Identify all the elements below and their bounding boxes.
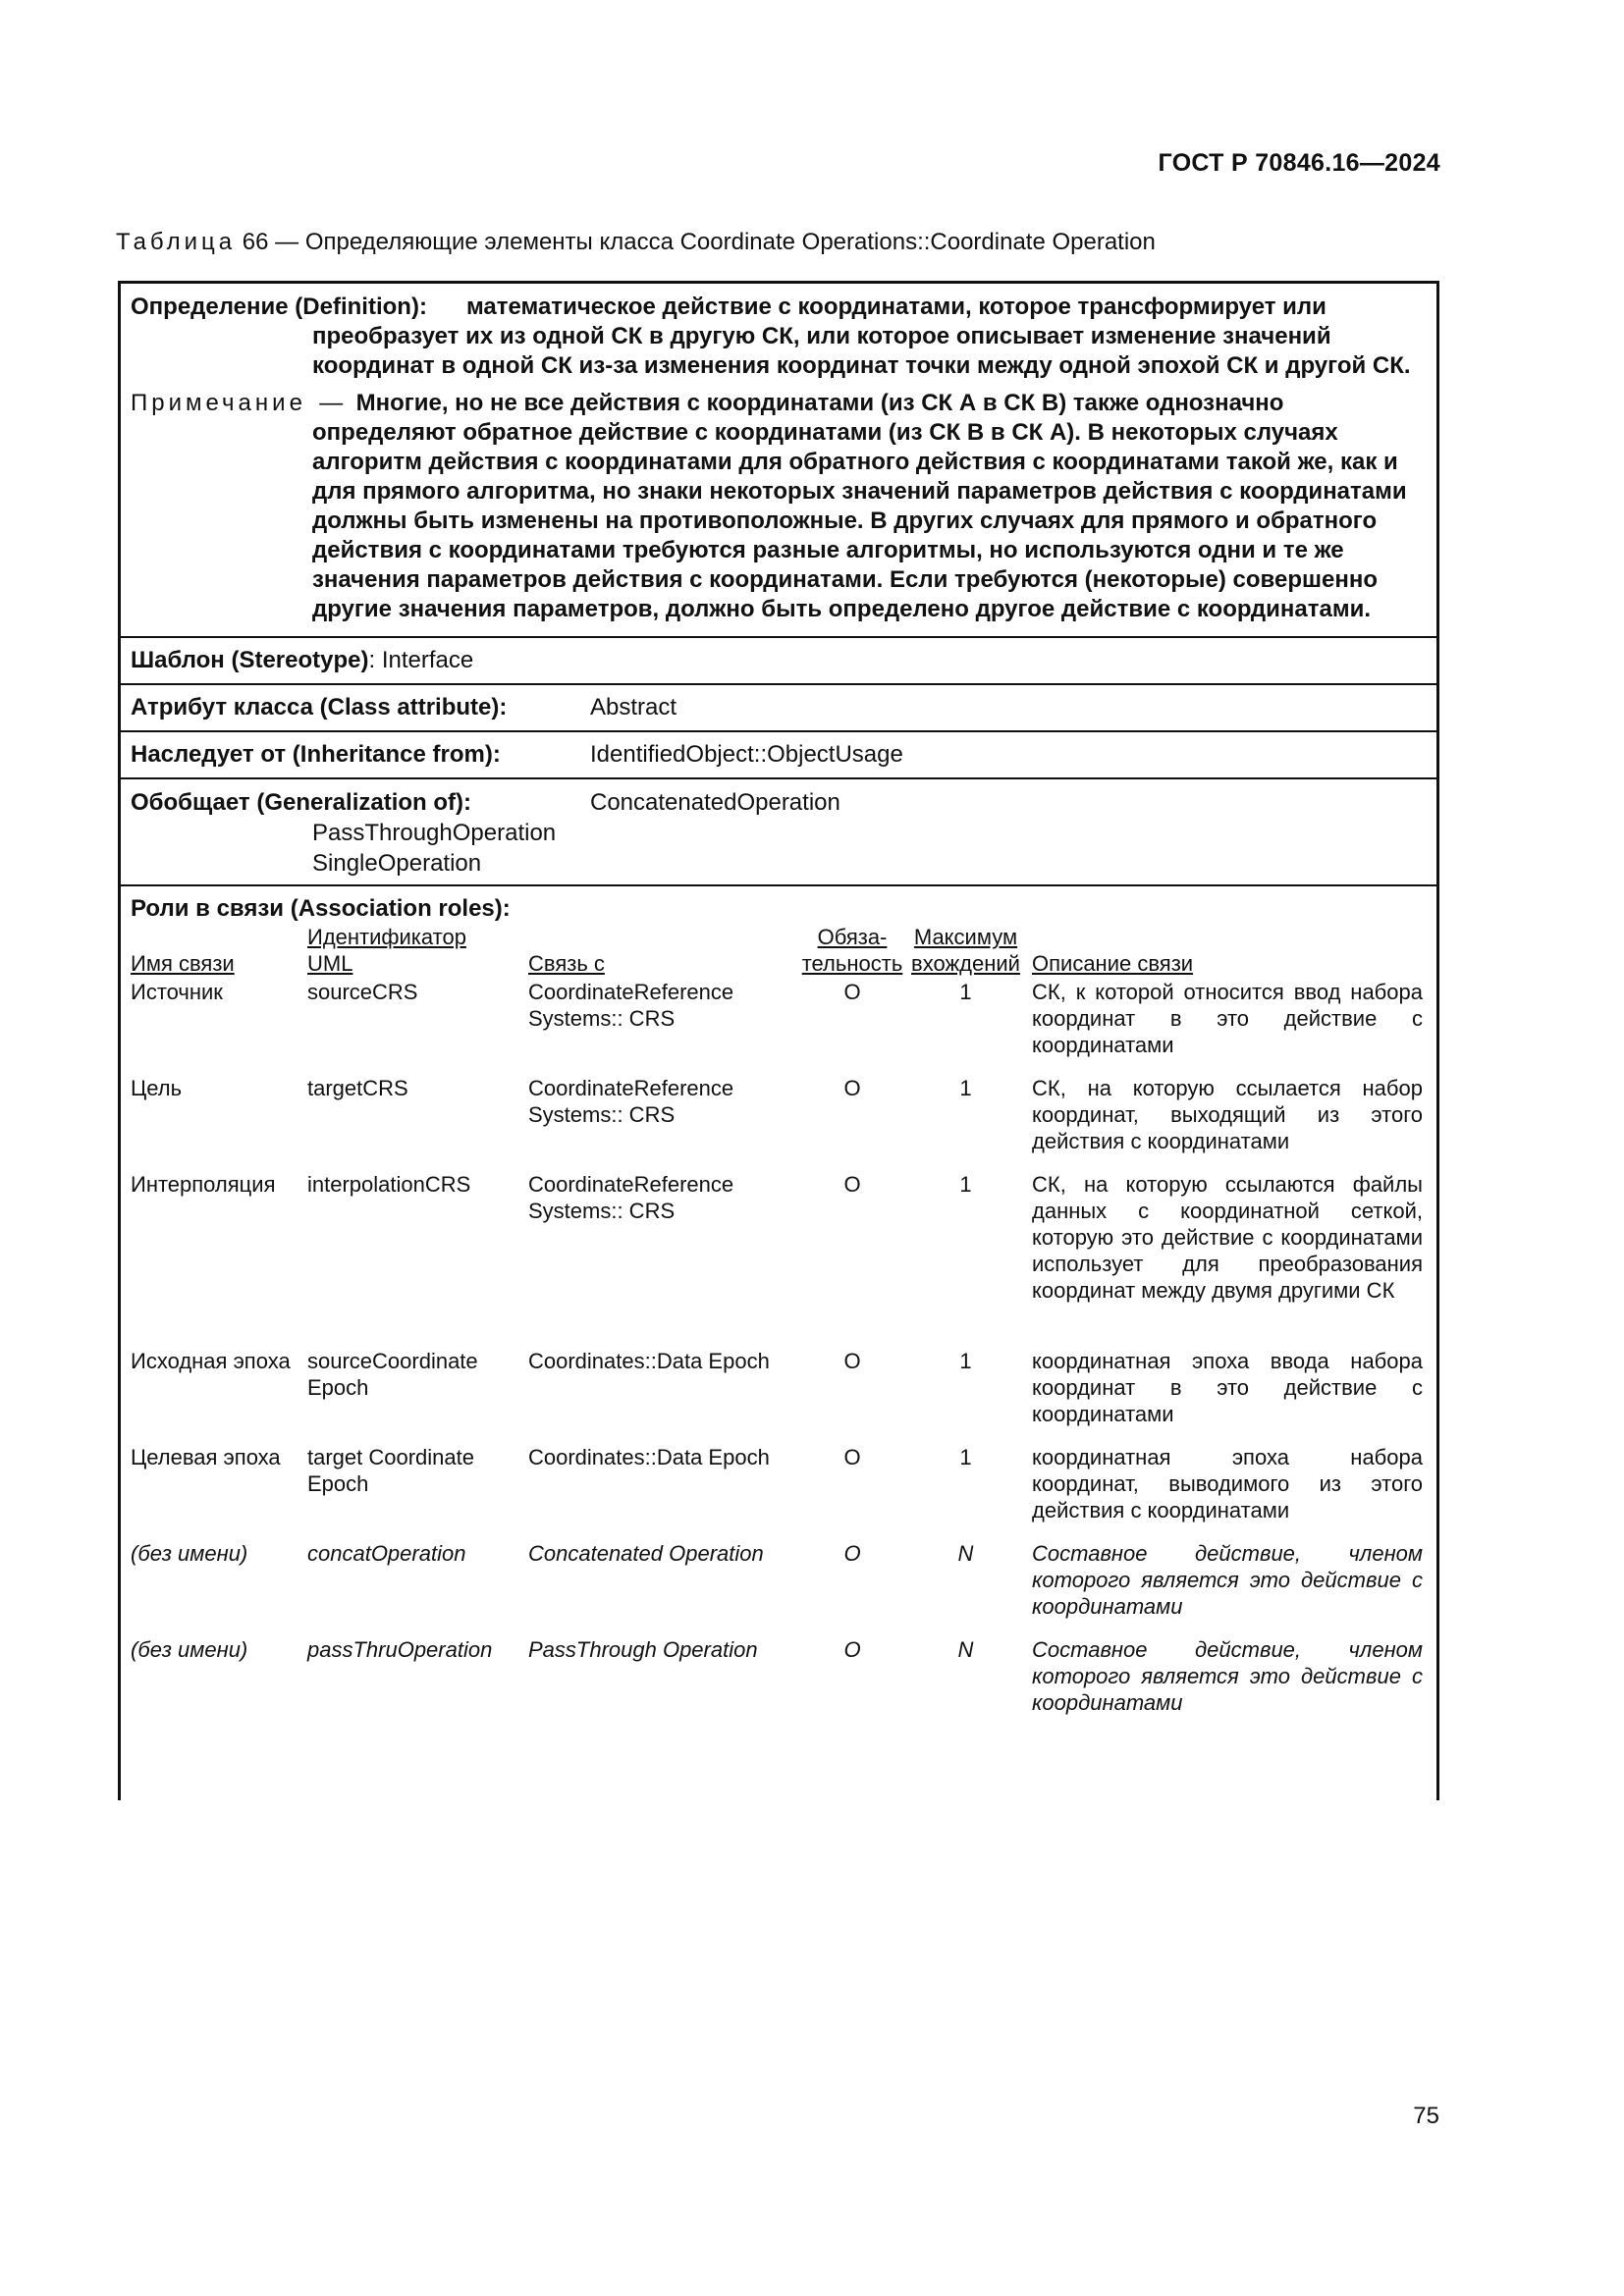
- row-link: CoordinateReference Systems:: CRS: [528, 980, 734, 1031]
- association-row: [131, 1171, 1427, 1348]
- class-attribute-label: Атрибут класса (Class attribute):: [131, 694, 508, 721]
- row-link: Coordinates::Data Epoch: [528, 1349, 770, 1373]
- row-name: Исходная эпоха: [131, 1349, 291, 1373]
- row-description: координатная эпоха набора координат, выводимого из этого действия с координатами: [1032, 1445, 1423, 1522]
- class-attribute-row: [121, 685, 1436, 732]
- row-uml: sourceCRS: [307, 980, 418, 1004]
- row-obligation: O: [843, 1349, 861, 1373]
- definition-table: [118, 281, 1439, 1800]
- row-link: CoordinateReference Systems:: CRS: [528, 1076, 734, 1127]
- definition-first-line: математическое действие с координатами, которое трансформирует или: [465, 294, 1326, 320]
- caption-word: Таблица: [116, 229, 237, 255]
- row-uml: targetCRS: [307, 1076, 408, 1100]
- stereotype-value: Interface: [381, 647, 474, 673]
- row-name: (без имени): [131, 1637, 248, 1662]
- row-obligation: O: [843, 980, 861, 1004]
- col-uml-header: Идентификатор UML: [307, 925, 466, 976]
- stereotype-row: Шаблон (Stereotype): Interface: [121, 638, 1436, 685]
- inheritance-label: Наследует от (Inheritance from):: [131, 741, 501, 768]
- row-obligation: O: [843, 1172, 861, 1197]
- col-obligation-header: Обяза- тельность: [801, 925, 903, 976]
- generalization-value: PassThroughOperation: [312, 820, 557, 846]
- row-max: 1: [959, 980, 972, 1004]
- inheritance-row: [121, 732, 1436, 779]
- association-row: [131, 1348, 1427, 1444]
- col-link-header: Связь с: [528, 951, 605, 976]
- row-description: Составное действие, членом которого является это действие с координатами: [1032, 1541, 1423, 1619]
- generalization-row: Обобщает (Generalization of): ConcatenatedOperation PassThroughOperation SingleOperation: [121, 779, 1436, 886]
- stereotype-label: Шаблон (Stereotype): [131, 647, 369, 673]
- definition-section: Определение (Definition): математическое действие с координатами, которое трансформирует или преобразует их из одной СК в другую СК, или которое описывает изменение значений координат в одной СК из-за изменения координат точки между одной эпохой СК и другой СК. Примечание — Многие, но не все действия с координатами (из СК А в СК В) также однозначно определяют обратное действие с координатами (из СК В в СК А). В некоторых случаях алгоритм действия с координатами для обратного действия с координатами такой же, как и для прямого алгоритма, но знаки некоторых значений параметров действия с координатами должны быть изменены на противоположные. В других случаях для прямого и обратного действия с координатами требуются разные алгоритмы, но используются одни и те же значения параметров действия с координатами. Если требуются (некоторые) совершенно другие значения параметров, должно быть определено другое действие с координатами.: [121, 284, 1436, 638]
- association-grid: [131, 924, 1427, 1715]
- generalization-value: SingleOperation: [312, 850, 482, 877]
- row-name: Целевая эпоха: [131, 1445, 281, 1469]
- row-max: 1: [959, 1349, 972, 1373]
- table-caption: [116, 229, 1156, 256]
- row-obligation: O: [843, 1637, 861, 1662]
- row-max: N: [957, 1637, 974, 1662]
- row-description: СК, на которую ссылается набор координат, выходящий из этого действия с координатами: [1032, 1076, 1423, 1153]
- col-max-header: Максимум вхождений: [911, 925, 1020, 976]
- association-section: Роли в связи (Association roles): Имя связи Идентификатор UML Связь с Обяза- тельность Максимум вхождений Описание связи Источник sourceCRS CoordinateReference Systems:: CRS O 1 СК, к которой относится ввод набора координат в это действие с координатами Цель targetCRS CoordinateReference Systems:: CRS O 1 СК, на которую ссылается набор координат, выходящий из этого действия с координатами Интерполяция interpolationCRS CoordinateReference Systems:: CRS O 1 СК, на которую ссылаются файлы данных с координатной сеткой, которую это действие с координатами использует для преобразования координат между двумя другими СК Исходная эпоха sourceCoordinate Epoch Coordinates::Data Epoch O 1 координатная эпоха ввода набора координат в это действие с координатами Целевая эпоха target Coordinate Epoch Coordinates::Data Epoch O 1 координатная эпоха набора координат, выводимого из этого действия с координатами (без имени) concatOperation Concatenated Operation O N Составное действие, членом которого является это действие с координатами (без имени) passThruOperation PassThrough Operation O N Составное действие, членом которого является это действие с координатами: [121, 886, 1436, 1709]
- row-link: Concatenated Operation: [528, 1541, 764, 1566]
- row-name: (без имени): [131, 1541, 248, 1566]
- association-row: [131, 979, 1427, 1075]
- row-obligation: O: [843, 1076, 861, 1100]
- row-uml: interpolationCRS: [307, 1172, 471, 1197]
- row-uml: concatOperation: [307, 1541, 466, 1566]
- definition-text: преобразует их из одной СК в другую СК, или которое описывает изменение значений координат в одной СК из-за изменения координат точки между одной эпохой СК и другой СК.: [312, 323, 1411, 379]
- row-description: СК, к которой относится ввод набора координат в это действие с координатами: [1032, 980, 1423, 1057]
- generalization-value: ConcatenatedOperation: [590, 789, 840, 816]
- row-link: CoordinateReference Systems:: CRS: [528, 1172, 734, 1223]
- row-link: PassThrough Operation: [528, 1637, 758, 1662]
- definition-label: Определение (Definition): [131, 294, 419, 320]
- row-obligation: O: [843, 1541, 861, 1566]
- row-max: 1: [959, 1076, 972, 1100]
- row-uml: sourceCoordinate Epoch: [307, 1349, 478, 1400]
- row-description: Составное действие, членом которого является это действие с координатами: [1032, 1637, 1423, 1715]
- col-name-header: Имя связи: [131, 951, 235, 976]
- note-text: определяют обратное действие с координатами (из СК В в СК А). В некоторых случаях алгоритм действия с координатами для обратного действия с координатами такой же, как и для прямого алгоритма, но знаки некоторых значений параметров действия с координатами должны быть изменены на противоположные. В других случаях для прямого и обратного действия с координатами требуются разные алгоритмы, но используются одни и те же значения параметров действия с координатами. Если требуются (некоторые) совершенно другие значения параметров, должно быть определено другое действие с координатами.: [312, 419, 1407, 622]
- row-name: Цель: [131, 1076, 183, 1100]
- note-label: Примечание: [131, 390, 306, 416]
- row-uml: passThruOperation: [307, 1637, 493, 1662]
- row-name: Интерполяция: [131, 1172, 276, 1197]
- class-attribute-value: Abstract: [590, 694, 677, 721]
- row-description: координатная эпоха ввода набора координат в это действие с координатами: [1032, 1349, 1423, 1426]
- row-max: 1: [959, 1172, 972, 1197]
- generalization-label: Обобщает (Generalization of): [131, 789, 463, 816]
- row-max: N: [957, 1541, 974, 1566]
- row-link: Coordinates::Data Epoch: [528, 1445, 770, 1469]
- association-row: [131, 1444, 1427, 1540]
- row-name: Источник: [131, 980, 223, 1004]
- association-row: [131, 1636, 1427, 1715]
- association-row: [131, 1075, 1427, 1171]
- inheritance-value: IdentifiedObject::ObjectUsage: [590, 741, 903, 768]
- row-obligation: O: [843, 1445, 861, 1469]
- row-description: СК, на которую ссылаются файлы данных с координатной сеткой, которую это действие с координатами использует для преобразования координат между двумя другими СК: [1032, 1172, 1423, 1303]
- row-max: 1: [959, 1445, 972, 1469]
- standard-code: ГОСТ Р 70846.16—2024: [1158, 149, 1440, 177]
- row-uml: target Coordinate Epoch: [307, 1445, 474, 1496]
- note-first-line: Многие, но не все действия с координатами (из СК А в СК В) также однозначно: [355, 390, 1284, 416]
- association-row: [131, 1540, 1427, 1636]
- caption-text: 66 — Определяющие элементы класса Coordinate Operations::Coordinate Operation: [242, 229, 1156, 255]
- association-label: Роли в связи (Association roles): [131, 895, 503, 922]
- col-desc-header: Описание связи: [1032, 951, 1194, 976]
- association-header-row: [131, 924, 1427, 979]
- page-number: 75: [1413, 2103, 1439, 2129]
